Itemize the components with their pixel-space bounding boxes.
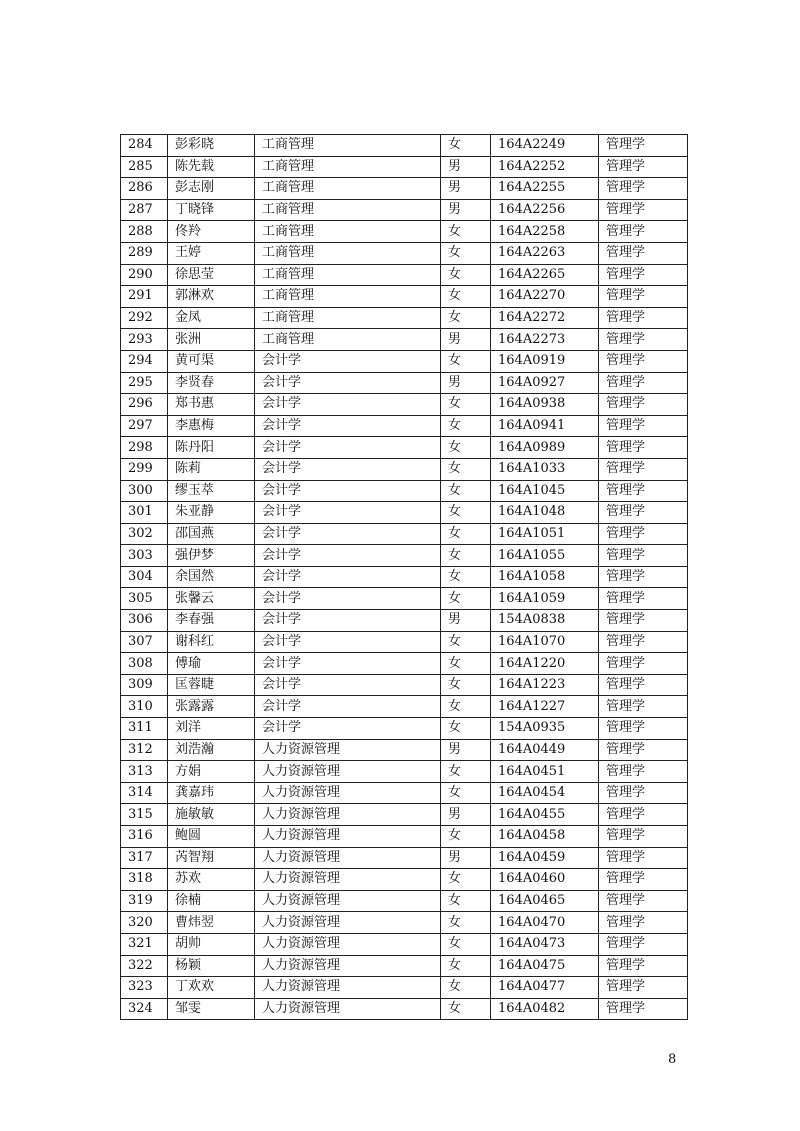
- discipline-cell: 管理学: [599, 890, 688, 912]
- row-number-cell: 315: [121, 804, 168, 826]
- student-id-cell: 164A1220: [491, 653, 599, 675]
- gender-cell: 女: [441, 653, 491, 675]
- gender-cell: 女: [441, 545, 491, 567]
- student-list-table: [120, 134, 688, 1020]
- student-id-cell: 164A0470: [491, 912, 599, 934]
- gender-cell: 男: [441, 178, 491, 200]
- row-number-cell: 300: [121, 480, 168, 502]
- discipline-cell: 管理学: [599, 977, 688, 999]
- discipline-cell: 管理学: [599, 782, 688, 804]
- major-cell: 工商管理: [255, 329, 441, 351]
- student-id-cell: 164A1070: [491, 631, 599, 653]
- student-name-cell: 杨颖: [168, 955, 255, 977]
- major-cell: 会计学: [255, 631, 441, 653]
- major-cell: 会计学: [255, 437, 441, 459]
- gender-cell: 女: [441, 502, 491, 524]
- table-row: [121, 156, 688, 178]
- row-number-cell: 291: [121, 286, 168, 308]
- gender-cell: 女: [441, 998, 491, 1020]
- student-name-cell: 彭志刚: [168, 178, 255, 200]
- gender-cell: 女: [441, 523, 491, 545]
- major-cell: 会计学: [255, 566, 441, 588]
- row-number-cell: 303: [121, 545, 168, 567]
- row-number-cell: 297: [121, 415, 168, 437]
- table-row: [121, 674, 688, 696]
- major-cell: 人力资源管理: [255, 977, 441, 999]
- major-cell: 人力资源管理: [255, 933, 441, 955]
- discipline-cell: 管理学: [599, 653, 688, 675]
- major-cell: 会计学: [255, 718, 441, 740]
- major-cell: 工商管理: [255, 307, 441, 329]
- discipline-cell: 管理学: [599, 739, 688, 761]
- row-number-cell: 316: [121, 826, 168, 848]
- row-number-cell: 319: [121, 890, 168, 912]
- student-id-cell: 164A2256: [491, 199, 599, 221]
- major-cell: 工商管理: [255, 286, 441, 308]
- major-cell: 工商管理: [255, 199, 441, 221]
- student-id-cell: 164A2255: [491, 178, 599, 200]
- gender-cell: 女: [441, 977, 491, 999]
- gender-cell: 女: [441, 782, 491, 804]
- student-id-cell: 164A0919: [491, 350, 599, 372]
- table-row: [121, 718, 688, 740]
- student-name-cell: 朱亚静: [168, 502, 255, 524]
- major-cell: 会计学: [255, 610, 441, 632]
- discipline-cell: 管理学: [599, 933, 688, 955]
- row-number-cell: 321: [121, 933, 168, 955]
- table-row: [121, 696, 688, 718]
- student-name-cell: 胡帅: [168, 933, 255, 955]
- student-id-cell: 164A1058: [491, 566, 599, 588]
- gender-cell: 男: [441, 156, 491, 178]
- gender-cell: 女: [441, 718, 491, 740]
- student-id-cell: 164A1045: [491, 480, 599, 502]
- discipline-cell: 管理学: [599, 912, 688, 934]
- student-name-cell: 张馨云: [168, 588, 255, 610]
- student-id-cell: 164A2263: [491, 242, 599, 264]
- gender-cell: 女: [441, 242, 491, 264]
- table-row: [121, 977, 688, 999]
- major-cell: 人力资源管理: [255, 955, 441, 977]
- student-name-cell: 强伊梦: [168, 545, 255, 567]
- student-name-cell: 曹炜翌: [168, 912, 255, 934]
- student-id-cell: 164A2265: [491, 264, 599, 286]
- discipline-cell: 管理学: [599, 674, 688, 696]
- row-number-cell: 311: [121, 718, 168, 740]
- row-number-cell: 299: [121, 458, 168, 480]
- gender-cell: 女: [441, 890, 491, 912]
- gender-cell: 女: [441, 631, 491, 653]
- row-number-cell: 301: [121, 502, 168, 524]
- gender-cell: 男: [441, 610, 491, 632]
- student-id-cell: 164A2270: [491, 286, 599, 308]
- major-cell: 人力资源管理: [255, 761, 441, 783]
- student-name-cell: 金凤: [168, 307, 255, 329]
- gender-cell: 女: [441, 588, 491, 610]
- discipline-cell: 管理学: [599, 458, 688, 480]
- row-number-cell: 285: [121, 156, 168, 178]
- table-row: [121, 869, 688, 891]
- gender-cell: 男: [441, 329, 491, 351]
- discipline-cell: 管理学: [599, 610, 688, 632]
- student-id-cell: 164A1223: [491, 674, 599, 696]
- student-name-cell: 刘洋: [168, 718, 255, 740]
- row-number-cell: 304: [121, 566, 168, 588]
- table-row: [121, 502, 688, 524]
- major-cell: 工商管理: [255, 221, 441, 243]
- gender-cell: 女: [441, 826, 491, 848]
- row-number-cell: 308: [121, 653, 168, 675]
- major-cell: 人力资源管理: [255, 782, 441, 804]
- discipline-cell: 管理学: [599, 242, 688, 264]
- table-row: [121, 307, 688, 329]
- student-name-cell: 徐思莹: [168, 264, 255, 286]
- discipline-cell: 管理学: [599, 696, 688, 718]
- student-id-cell: 164A0465: [491, 890, 599, 912]
- table-row: [121, 178, 688, 200]
- row-number-cell: 307: [121, 631, 168, 653]
- student-id-cell: 164A0927: [491, 372, 599, 394]
- major-cell: 人力资源管理: [255, 804, 441, 826]
- table-row: [121, 782, 688, 804]
- row-number-cell: 287: [121, 199, 168, 221]
- student-name-cell: 谢科红: [168, 631, 255, 653]
- student-name-cell: 刘浩瀚: [168, 739, 255, 761]
- student-id-cell: 164A1033: [491, 458, 599, 480]
- student-id-cell: 164A0482: [491, 998, 599, 1020]
- student-id-cell: 164A0941: [491, 415, 599, 437]
- discipline-cell: 管理学: [599, 523, 688, 545]
- row-number-cell: 292: [121, 307, 168, 329]
- gender-cell: 女: [441, 955, 491, 977]
- major-cell: 会计学: [255, 350, 441, 372]
- student-name-cell: 张洲: [168, 329, 255, 351]
- student-id-cell: 164A2258: [491, 221, 599, 243]
- student-id-cell: 154A0838: [491, 610, 599, 632]
- major-cell: 人力资源管理: [255, 998, 441, 1020]
- student-name-cell: 余国然: [168, 566, 255, 588]
- student-name-cell: 佟羚: [168, 221, 255, 243]
- major-cell: 工商管理: [255, 264, 441, 286]
- discipline-cell: 管理学: [599, 955, 688, 977]
- row-number-cell: 320: [121, 912, 168, 934]
- row-number-cell: 318: [121, 869, 168, 891]
- table-row: [121, 286, 688, 308]
- student-name-cell: 芮智翔: [168, 847, 255, 869]
- discipline-cell: 管理学: [599, 588, 688, 610]
- student-id-cell: 164A1048: [491, 502, 599, 524]
- table-row: [121, 437, 688, 459]
- major-cell: 会计学: [255, 653, 441, 675]
- student-name-cell: 邵国燕: [168, 523, 255, 545]
- table-row: [121, 610, 688, 632]
- row-number-cell: 296: [121, 394, 168, 416]
- row-number-cell: 295: [121, 372, 168, 394]
- major-cell: 会计学: [255, 372, 441, 394]
- row-number-cell: 324: [121, 998, 168, 1020]
- gender-cell: 女: [441, 912, 491, 934]
- student-id-cell: 164A2272: [491, 307, 599, 329]
- student-id-cell: 164A0459: [491, 847, 599, 869]
- gender-cell: 男: [441, 847, 491, 869]
- gender-cell: 男: [441, 199, 491, 221]
- major-cell: 会计学: [255, 415, 441, 437]
- gender-cell: 女: [441, 696, 491, 718]
- student-id-cell: 164A0477: [491, 977, 599, 999]
- student-name-cell: 郭淋欢: [168, 286, 255, 308]
- table-row: [121, 933, 688, 955]
- student-name-cell: 徐楠: [168, 890, 255, 912]
- table-row: [121, 955, 688, 977]
- gender-cell: 女: [441, 933, 491, 955]
- page-number: 8: [668, 1052, 677, 1067]
- table-row: [121, 480, 688, 502]
- table-row: [121, 588, 688, 610]
- major-cell: 工商管理: [255, 178, 441, 200]
- major-cell: 会计学: [255, 545, 441, 567]
- discipline-cell: 管理学: [599, 804, 688, 826]
- row-number-cell: 293: [121, 329, 168, 351]
- student-name-cell: 邹雯: [168, 998, 255, 1020]
- major-cell: 会计学: [255, 480, 441, 502]
- student-id-cell: 164A1051: [491, 523, 599, 545]
- student-name-cell: 龚嘉玮: [168, 782, 255, 804]
- gender-cell: 男: [441, 739, 491, 761]
- major-cell: 会计学: [255, 458, 441, 480]
- gender-cell: 女: [441, 135, 491, 157]
- student-name-cell: 李春强: [168, 610, 255, 632]
- discipline-cell: 管理学: [599, 135, 688, 157]
- table-row: [121, 458, 688, 480]
- student-id-cell: 164A0454: [491, 782, 599, 804]
- discipline-cell: 管理学: [599, 199, 688, 221]
- table-row: [121, 523, 688, 545]
- student-name-cell: 丁晓锋: [168, 199, 255, 221]
- major-cell: 会计学: [255, 674, 441, 696]
- gender-cell: 女: [441, 761, 491, 783]
- student-name-cell: 苏欢: [168, 869, 255, 891]
- row-number-cell: 312: [121, 739, 168, 761]
- gender-cell: 女: [441, 415, 491, 437]
- table-row: [121, 912, 688, 934]
- major-cell: 工商管理: [255, 242, 441, 264]
- student-name-cell: 缪玉萃: [168, 480, 255, 502]
- major-cell: 会计学: [255, 523, 441, 545]
- discipline-cell: 管理学: [599, 545, 688, 567]
- discipline-cell: 管理学: [599, 437, 688, 459]
- student-id-cell: 164A0460: [491, 869, 599, 891]
- row-number-cell: 305: [121, 588, 168, 610]
- student-id-cell: 164A0989: [491, 437, 599, 459]
- student-name-cell: 李惠梅: [168, 415, 255, 437]
- student-name-cell: 陈丹阳: [168, 437, 255, 459]
- row-number-cell: 286: [121, 178, 168, 200]
- row-number-cell: 323: [121, 977, 168, 999]
- row-number-cell: 289: [121, 242, 168, 264]
- table-row: [121, 372, 688, 394]
- student-name-cell: 张露露: [168, 696, 255, 718]
- gender-cell: 女: [441, 307, 491, 329]
- gender-cell: 女: [441, 394, 491, 416]
- student-id-cell: 164A0451: [491, 761, 599, 783]
- row-number-cell: 302: [121, 523, 168, 545]
- row-number-cell: 322: [121, 955, 168, 977]
- student-name-cell: 匡蓉睫: [168, 674, 255, 696]
- table-row: [121, 329, 688, 351]
- gender-cell: 女: [441, 437, 491, 459]
- student-name-cell: 傅瑜: [168, 653, 255, 675]
- row-number-cell: 288: [121, 221, 168, 243]
- row-number-cell: 290: [121, 264, 168, 286]
- major-cell: 人力资源管理: [255, 739, 441, 761]
- discipline-cell: 管理学: [599, 350, 688, 372]
- table-row: [121, 199, 688, 221]
- gender-cell: 女: [441, 566, 491, 588]
- student-id-cell: 164A0938: [491, 394, 599, 416]
- table-row: [121, 350, 688, 372]
- discipline-cell: 管理学: [599, 415, 688, 437]
- discipline-cell: 管理学: [599, 847, 688, 869]
- student-name-cell: 彭彩晓: [168, 135, 255, 157]
- discipline-cell: 管理学: [599, 329, 688, 351]
- gender-cell: 女: [441, 350, 491, 372]
- student-name-cell: 陈先载: [168, 156, 255, 178]
- student-name-cell: 方娟: [168, 761, 255, 783]
- discipline-cell: 管理学: [599, 307, 688, 329]
- student-id-cell: 164A1227: [491, 696, 599, 718]
- table-row: [121, 221, 688, 243]
- major-cell: 会计学: [255, 502, 441, 524]
- major-cell: 人力资源管理: [255, 869, 441, 891]
- student-id-cell: 164A0475: [491, 955, 599, 977]
- major-cell: 人力资源管理: [255, 912, 441, 934]
- major-cell: 人力资源管理: [255, 826, 441, 848]
- row-number-cell: 313: [121, 761, 168, 783]
- major-cell: 会计学: [255, 696, 441, 718]
- row-number-cell: 310: [121, 696, 168, 718]
- table-row: [121, 631, 688, 653]
- student-id-cell: 164A0449: [491, 739, 599, 761]
- gender-cell: 女: [441, 264, 491, 286]
- row-number-cell: 306: [121, 610, 168, 632]
- discipline-cell: 管理学: [599, 566, 688, 588]
- row-number-cell: 284: [121, 135, 168, 157]
- discipline-cell: 管理学: [599, 761, 688, 783]
- discipline-cell: 管理学: [599, 394, 688, 416]
- row-number-cell: 314: [121, 782, 168, 804]
- table-row: [121, 135, 688, 157]
- discipline-cell: 管理学: [599, 718, 688, 740]
- table-row: [121, 415, 688, 437]
- major-cell: 人力资源管理: [255, 890, 441, 912]
- table-row: [121, 545, 688, 567]
- row-number-cell: 298: [121, 437, 168, 459]
- discipline-cell: 管理学: [599, 480, 688, 502]
- table-body: [121, 135, 688, 1020]
- major-cell: 工商管理: [255, 156, 441, 178]
- student-name-cell: 郑书惠: [168, 394, 255, 416]
- student-name-cell: 鲍圆: [168, 826, 255, 848]
- row-number-cell: 309: [121, 674, 168, 696]
- student-id-cell: 164A0473: [491, 933, 599, 955]
- gender-cell: 男: [441, 804, 491, 826]
- student-name-cell: 丁欢欢: [168, 977, 255, 999]
- table-row: [121, 394, 688, 416]
- table-row: [121, 242, 688, 264]
- student-id-cell: 164A0458: [491, 826, 599, 848]
- student-name-cell: 王婷: [168, 242, 255, 264]
- discipline-cell: 管理学: [599, 631, 688, 653]
- discipline-cell: 管理学: [599, 264, 688, 286]
- student-id-cell: 164A1059: [491, 588, 599, 610]
- student-name-cell: 李贤春: [168, 372, 255, 394]
- student-name-cell: 施敏敏: [168, 804, 255, 826]
- table-row: [121, 566, 688, 588]
- row-number-cell: 294: [121, 350, 168, 372]
- student-name-cell: 陈莉: [168, 458, 255, 480]
- discipline-cell: 管理学: [599, 286, 688, 308]
- table-row: [121, 739, 688, 761]
- discipline-cell: 管理学: [599, 178, 688, 200]
- discipline-cell: 管理学: [599, 826, 688, 848]
- table-row: [121, 847, 688, 869]
- table-row: [121, 804, 688, 826]
- gender-cell: 女: [441, 221, 491, 243]
- student-id-cell: 164A0455: [491, 804, 599, 826]
- table-row: [121, 264, 688, 286]
- discipline-cell: 管理学: [599, 372, 688, 394]
- gender-cell: 女: [441, 458, 491, 480]
- gender-cell: 女: [441, 480, 491, 502]
- major-cell: 人力资源管理: [255, 847, 441, 869]
- discipline-cell: 管理学: [599, 156, 688, 178]
- gender-cell: 女: [441, 869, 491, 891]
- table-row: [121, 998, 688, 1020]
- table-row: [121, 653, 688, 675]
- student-id-cell: 164A2249: [491, 135, 599, 157]
- student-id-cell: 164A2273: [491, 329, 599, 351]
- student-name-cell: 黄可渠: [168, 350, 255, 372]
- gender-cell: 女: [441, 674, 491, 696]
- discipline-cell: 管理学: [599, 221, 688, 243]
- discipline-cell: 管理学: [599, 998, 688, 1020]
- row-number-cell: 317: [121, 847, 168, 869]
- student-id-cell: 154A0935: [491, 718, 599, 740]
- major-cell: 会计学: [255, 588, 441, 610]
- gender-cell: 女: [441, 286, 491, 308]
- student-id-cell: 164A1055: [491, 545, 599, 567]
- gender-cell: 男: [441, 372, 491, 394]
- table-row: [121, 826, 688, 848]
- major-cell: 会计学: [255, 394, 441, 416]
- student-id-cell: 164A2252: [491, 156, 599, 178]
- discipline-cell: 管理学: [599, 502, 688, 524]
- major-cell: 工商管理: [255, 135, 441, 157]
- table-row: [121, 890, 688, 912]
- discipline-cell: 管理学: [599, 869, 688, 891]
- table-row: [121, 761, 688, 783]
